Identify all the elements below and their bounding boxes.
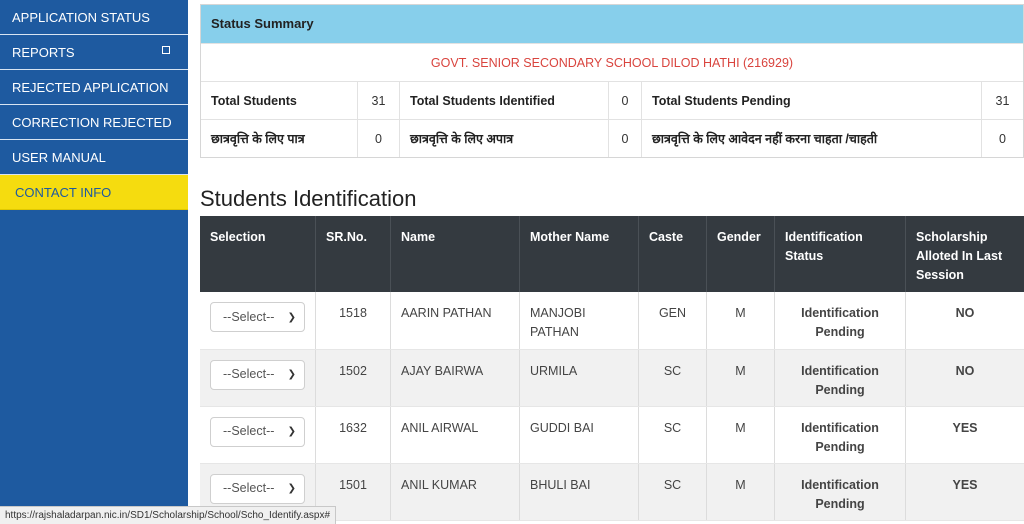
col-srno: SR.No. xyxy=(316,216,391,292)
caste-cell: GEN xyxy=(639,292,707,349)
table-row xyxy=(200,292,1024,349)
srno-cell: 1501 xyxy=(316,463,391,520)
sidebar-item-reports[interactable] xyxy=(0,35,188,70)
col-gender: Gender xyxy=(707,216,775,292)
ineligible-value: 0 xyxy=(609,120,642,157)
table-row xyxy=(200,406,1024,463)
gender-cell: M xyxy=(707,292,775,349)
mother-cell: MANJOBI PATHAN xyxy=(520,292,639,349)
mother-cell: GUDDI BAI xyxy=(520,406,639,463)
gender-cell: M xyxy=(707,463,775,520)
selection-value: --Select-- xyxy=(223,309,275,324)
sidebar-item-user-manual[interactable] xyxy=(0,140,188,175)
ineligible-label: छात्रवृत्ति के लिए अपात्र xyxy=(400,120,609,157)
eligible-value: 0 xyxy=(358,120,400,157)
srno-cell: 1518 xyxy=(316,292,391,349)
identified-label: Total Students Identified xyxy=(400,82,609,119)
srno-cell: 1502 xyxy=(316,349,391,406)
chevron-down-icon: ❯ xyxy=(287,311,296,323)
sidebar-item-rejected-application[interactable] xyxy=(0,70,188,105)
chevron-down-icon: ❯ xyxy=(287,483,296,494)
col-caste: Caste xyxy=(639,216,707,292)
name-cell: AJAY BAIRWA xyxy=(391,349,520,406)
selection-dropdown[interactable] xyxy=(210,474,305,504)
sidebar-item-application-status[interactable] xyxy=(0,0,188,35)
name-cell: AARIN PATHAN xyxy=(391,292,520,349)
identification-status-cell: Identification Pending xyxy=(775,406,906,463)
mother-cell: URMILA xyxy=(520,349,639,406)
selection-cell xyxy=(200,349,316,406)
col-selection: Selection xyxy=(200,216,316,292)
pending-value: 31 xyxy=(995,94,1010,108)
gender-cell: M xyxy=(707,406,775,463)
col-mother-name: Mother Name xyxy=(520,216,639,292)
identification-status-cell: Identification Pending xyxy=(775,463,906,520)
selection-dropdown[interactable] xyxy=(210,302,305,332)
col-scholarship: Scholarship Alloted In Last Session xyxy=(906,216,1024,292)
col-name: Name xyxy=(391,216,520,292)
selection-dropdown[interactable] xyxy=(210,360,305,390)
sidebar-item-correction-rejected[interactable] xyxy=(0,105,188,140)
caste-cell: SC xyxy=(639,463,707,520)
not-apply-value: 0 xyxy=(999,132,1006,146)
not-apply-label: छात्रवृत्ति के लिए आवेदन नहीं करना चाहता /चाहती xyxy=(642,120,982,157)
col-identification-status: Identification Status xyxy=(775,216,906,292)
chevron-down-icon: ❯ xyxy=(287,426,296,437)
pending-label: Total Students Pending xyxy=(642,82,982,119)
chevron-down-icon: ❯ xyxy=(287,369,296,380)
total-students-value: 31 xyxy=(358,82,400,119)
scholarship-cell: NO xyxy=(906,349,1024,406)
expand-square-icon[interactable] xyxy=(162,46,170,54)
selection-value: --Select-- xyxy=(223,424,275,438)
status-summary-panel xyxy=(200,4,1024,158)
main-content xyxy=(200,4,1024,521)
identification-status-cell: Identification Pending xyxy=(775,349,906,406)
identified-value: 0 xyxy=(609,82,642,119)
selection-value: --Select-- xyxy=(223,367,275,381)
summary-row-totals xyxy=(201,81,1023,119)
name-cell: ANIL KUMAR xyxy=(391,463,520,520)
total-students-label: Total Students xyxy=(201,82,358,119)
identification-status-cell: Identification Pending xyxy=(775,292,906,349)
selection-cell xyxy=(200,292,316,349)
sidebar-item-label: CORRECTION REJECTED xyxy=(12,115,172,130)
summary-row-eligibility xyxy=(201,119,1023,157)
browser-status-url: https://rajshaladarpan.nic.in/SD1/Scholarship/School/Scho_Identify.aspx# xyxy=(0,506,336,524)
selection-value: --Select-- xyxy=(223,481,275,495)
eligible-label: छात्रवृत्ति के लिए पात्र xyxy=(201,120,358,157)
sidebar-item-label: CONTACT INFO xyxy=(15,185,112,200)
sidebar-item-label: REPORTS xyxy=(12,45,75,60)
gender-cell: M xyxy=(707,349,775,406)
sidebar-item-label: APPLICATION STATUS xyxy=(12,10,150,25)
name-cell: ANIL AIRWAL xyxy=(391,406,520,463)
caste-cell: SC xyxy=(639,349,707,406)
sidebar-item-label: REJECTED APPLICATION xyxy=(12,80,169,95)
scholarship-cell: YES xyxy=(906,406,1024,463)
sidebar-item-label: USER MANUAL xyxy=(12,150,106,165)
sidebar-nav xyxy=(0,0,188,524)
scholarship-cell: NO xyxy=(906,292,1024,349)
students-table xyxy=(200,216,1024,521)
selection-dropdown[interactable] xyxy=(210,417,305,447)
table-row xyxy=(200,349,1024,406)
srno-cell: 1632 xyxy=(316,406,391,463)
page-title: Students Identification xyxy=(200,186,417,211)
caste-cell: SC xyxy=(639,406,707,463)
scholarship-cell: YES xyxy=(906,463,1024,520)
status-summary-heading: Status Summary xyxy=(201,5,1023,43)
mother-cell: BHULI BAI xyxy=(520,463,639,520)
table-header-row xyxy=(200,216,1024,292)
school-name: GOVT. SENIOR SECONDARY SCHOOL DILOD HATHI (216929) xyxy=(201,43,1023,81)
selection-cell xyxy=(200,406,316,463)
sidebar-item-contact-info[interactable] xyxy=(0,175,188,210)
